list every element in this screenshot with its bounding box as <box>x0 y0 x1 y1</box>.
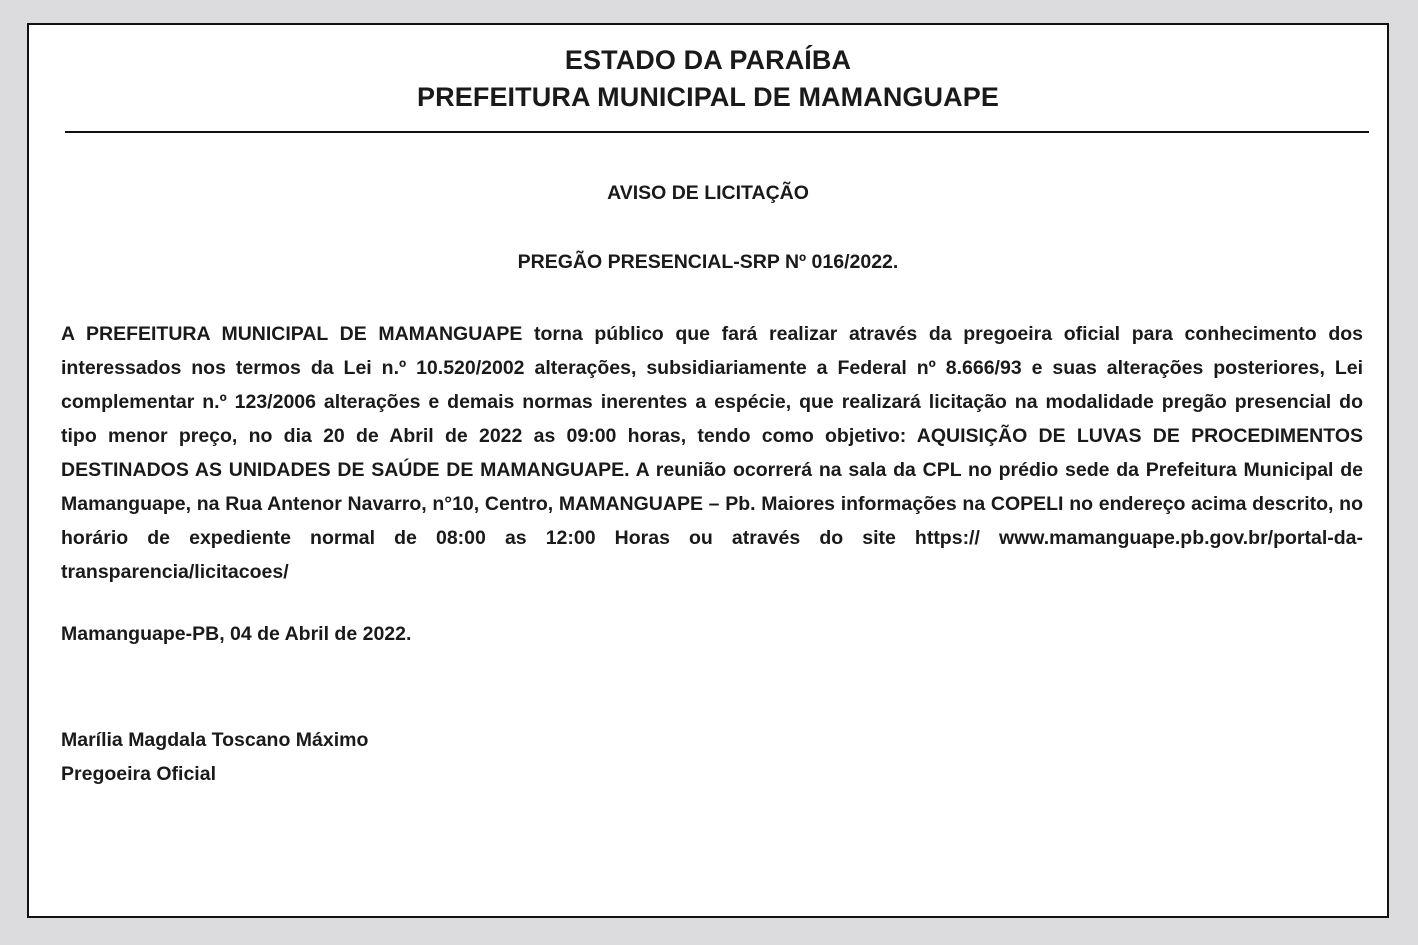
notice-title: AVISO DE LICITAÇÃO <box>607 182 809 204</box>
notice-subtitle: PREGÃO PRESENCIAL-SRP Nº 016/2022. <box>517 251 899 273</box>
signature-block <box>61 723 368 791</box>
header-divider <box>65 131 1369 133</box>
notice-frame <box>27 23 1389 918</box>
page-header <box>29 42 1387 116</box>
signer-role: Pregoeira Oficial <box>61 763 216 785</box>
header-state-line: ESTADO DA PARAÍBA <box>564 45 852 75</box>
notice-date: Mamanguape-PB, 04 de Abril de 2022. <box>61 623 412 645</box>
notice-body: A PREFEITURA MUNICIPAL DE MAMANGUAPE torna público que fará realizar através da pregoeira oficial para conhecimento dos interessados nos termos da Lei n.º 10.520/2002 alterações, subsidiariamente a Federal nº 8.666/93 e suas alterações posteriores, Lei complementar n.º 123/2006 alterações e demais normas inerentes a espécie, que realizará licitação na modalidade pregão presencial do tipo menor preço, no dia 20 de Abril de 2022 as 09:00 horas, tendo como objetivo: AQUISIÇÃO DE LUVAS DE PROCEDIMENTOS DESTINADOS AS UNIDADES DE SAÚDE DE MAMANGUAPE. A reunião ocorrerá na sala da CPL no prédio sede da Prefeitura Municipal de Mamanguape, na Rua Antenor Navarro, n°10, Centro, MAMANGUAPE – Pb. Maiores informações na COPELI no endereço acima descrito, no horário de expediente normal de 08:00 as 12:00 Horas ou através do site https:// www.mamanguape.pb.gov.br/portal-da-transparencia/licitacoes/ <box>61 323 1363 583</box>
signer-name: Marília Magdala Toscano Máximo <box>61 729 369 751</box>
header-municipality-line: PREFEITURA MUNICIPAL DE MAMANGUAPE <box>417 82 999 112</box>
